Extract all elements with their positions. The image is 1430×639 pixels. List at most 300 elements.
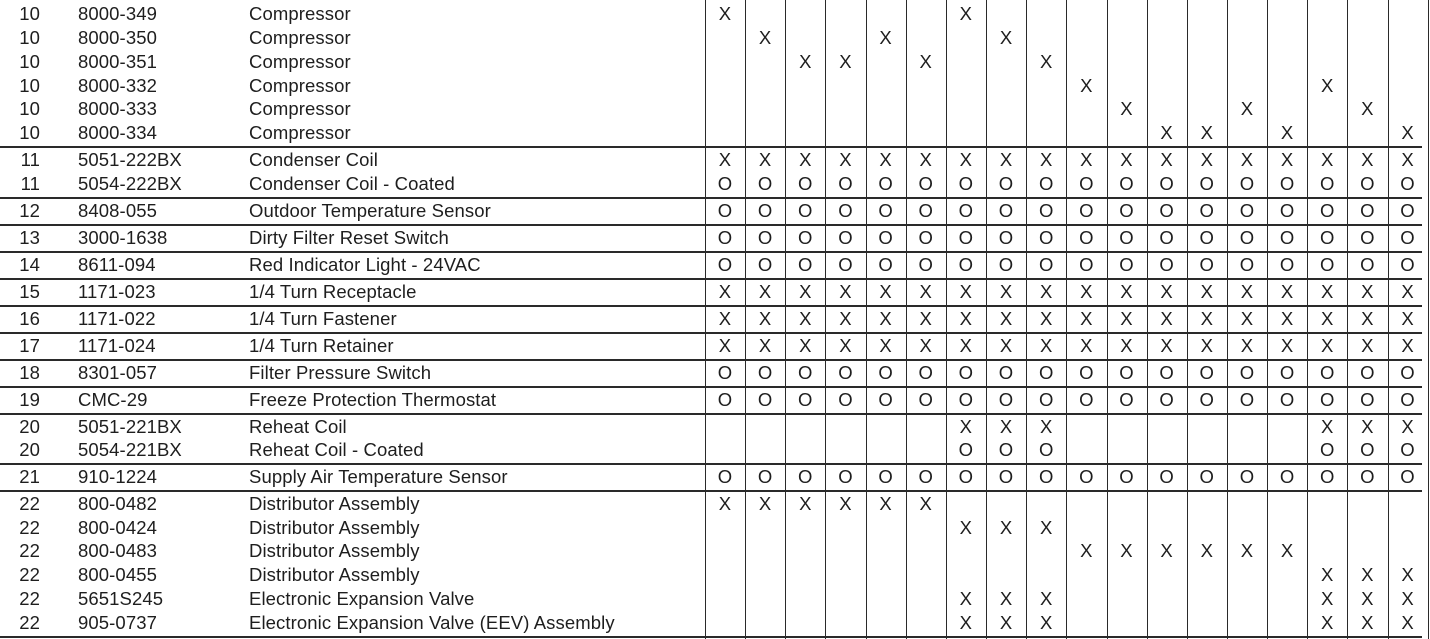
part-number: 5054-221BX [78, 439, 182, 460]
model-mark: X [1039, 281, 1053, 302]
model-mark: O [918, 254, 933, 275]
item-number: 10 [19, 122, 40, 143]
model-mark: X [1080, 281, 1093, 302]
model-mark: X [959, 335, 973, 356]
part-description: 1/4 Turn Receptacle [249, 281, 417, 302]
model-mark: X [1401, 335, 1414, 356]
model-mark: O [878, 254, 893, 275]
part-number: 910-1224 [78, 466, 157, 487]
model-mark: X [999, 517, 1013, 538]
model-mark: X [758, 27, 772, 48]
model-mark: O [1360, 227, 1375, 248]
model-mark: O [1279, 173, 1295, 194]
model-mark: O [1079, 389, 1094, 410]
row-divider [0, 224, 1422, 226]
model-mark: X [919, 281, 932, 302]
model-mark: O [757, 466, 773, 487]
model-mark: O [1360, 362, 1375, 383]
model-mark: X [1160, 308, 1173, 329]
model-mark: O [1159, 362, 1174, 383]
model-mark: O [717, 466, 733, 487]
row-divider [0, 197, 1422, 199]
model-mark: X [1080, 540, 1093, 561]
model-mark: X [1280, 281, 1294, 302]
row-divider [0, 332, 1422, 334]
model-mark: O [1119, 227, 1134, 248]
model-mark: X [1240, 281, 1254, 302]
model-mark: O [1038, 466, 1054, 487]
model-mark: X [1240, 335, 1254, 356]
model-mark: O [838, 227, 853, 248]
part-number: 8611-094 [78, 254, 156, 275]
part-description: Condenser Coil [249, 149, 378, 170]
model-mark: O [1320, 173, 1335, 194]
model-mark: O [998, 362, 1014, 383]
model-mark: X [839, 51, 852, 72]
model-mark: X [1160, 281, 1173, 302]
model-mark: X [799, 335, 812, 356]
model-mark: O [1279, 200, 1295, 221]
item-number: 17 [19, 335, 40, 356]
model-mark: O [1038, 389, 1054, 410]
model-mark: X [1280, 149, 1294, 170]
item-number: 19 [19, 389, 40, 410]
model-mark: O [998, 466, 1014, 487]
model-mark: O [1400, 389, 1415, 410]
model-mark: O [1159, 173, 1174, 194]
item-number: 10 [19, 98, 40, 119]
model-mark: X [799, 308, 812, 329]
item-number: 20 [19, 416, 40, 437]
model-mark: O [1320, 227, 1335, 248]
model-mark: X [1039, 308, 1053, 329]
model-mark: O [717, 389, 733, 410]
model-mark: O [878, 362, 893, 383]
model-mark: O [1400, 466, 1415, 487]
model-mark: O [717, 227, 733, 248]
model-mark: O [958, 254, 974, 275]
model-mark: X [1240, 149, 1254, 170]
model-mark: X [1321, 564, 1334, 585]
model-mark: X [799, 51, 812, 72]
part-description: Compressor [249, 51, 351, 72]
model-mark: X [758, 149, 772, 170]
model-mark: X [1361, 281, 1374, 302]
part-description: Compressor [249, 27, 351, 48]
model-mark: O [757, 173, 773, 194]
model-mark: O [1079, 173, 1094, 194]
model-mark: X [1200, 281, 1214, 302]
model-mark: O [1239, 254, 1255, 275]
model-mark: X [799, 281, 812, 302]
item-number: 10 [19, 27, 40, 48]
model-mark: X [1401, 122, 1414, 143]
model-mark: O [1038, 200, 1054, 221]
model-mark: O [878, 466, 893, 487]
part-description: Dirty Filter Reset Switch [249, 227, 449, 248]
model-mark: O [1400, 362, 1415, 383]
model-mark: O [838, 254, 853, 275]
model-mark: X [718, 493, 732, 514]
part-description: Freeze Protection Thermostat [249, 389, 497, 410]
model-mark: X [1401, 281, 1414, 302]
model-mark: X [919, 308, 932, 329]
model-mark: O [1400, 200, 1415, 221]
row-divider [0, 305, 1422, 307]
model-mark: O [798, 173, 813, 194]
model-mark: O [1360, 439, 1375, 460]
model-mark: O [1239, 389, 1255, 410]
model-mark: O [757, 200, 773, 221]
model-mark: O [1159, 389, 1174, 410]
model-mark: X [1200, 308, 1214, 329]
model-mark: X [959, 416, 973, 437]
model-mark: X [1280, 540, 1294, 561]
model-mark: O [1279, 254, 1295, 275]
model-mark: X [1321, 308, 1334, 329]
part-description: Electronic Expansion Valve (EEV) Assembly [249, 612, 615, 633]
model-mark: X [1080, 308, 1093, 329]
model-mark: O [878, 227, 893, 248]
column-divider [1428, 0, 1429, 639]
row-divider [0, 490, 1422, 492]
part-number: 3000-1638 [78, 227, 168, 248]
part-description: Compressor [249, 122, 351, 143]
model-mark: X [919, 149, 932, 170]
part-number: CMC-29 [78, 389, 148, 410]
model-mark: X [1039, 149, 1053, 170]
part-number: 8000-334 [78, 122, 157, 143]
model-mark: O [1279, 466, 1295, 487]
model-mark: O [1038, 227, 1054, 248]
model-mark: X [1321, 149, 1334, 170]
model-mark: X [999, 335, 1013, 356]
row-divider [0, 413, 1422, 415]
model-mark: O [1360, 254, 1375, 275]
model-mark: X [1080, 149, 1093, 170]
model-mark: X [718, 281, 732, 302]
model-mark: X [1321, 588, 1334, 609]
model-mark: X [1401, 612, 1414, 633]
part-description: 1/4 Turn Fastener [249, 308, 397, 329]
part-description: Compressor [249, 3, 351, 24]
model-mark: O [798, 466, 813, 487]
model-mark: X [1280, 122, 1294, 143]
model-mark: O [798, 389, 813, 410]
model-mark: O [1119, 173, 1134, 194]
part-description: Distributor Assembly [249, 540, 420, 561]
model-mark: X [1321, 281, 1334, 302]
model-mark: X [1160, 149, 1173, 170]
part-number: 800-0482 [78, 493, 157, 514]
model-mark: O [1360, 389, 1375, 410]
part-number: 8408-055 [78, 200, 157, 221]
model-mark: O [958, 439, 974, 460]
model-mark: O [958, 466, 974, 487]
part-number: 8000-332 [78, 75, 157, 96]
model-mark: O [1079, 227, 1094, 248]
model-mark: O [998, 200, 1014, 221]
model-mark: X [999, 27, 1013, 48]
part-number: 800-0483 [78, 540, 157, 561]
model-mark: X [718, 308, 732, 329]
model-mark: O [1159, 254, 1174, 275]
model-mark: O [1159, 200, 1174, 221]
model-mark: X [1120, 335, 1133, 356]
model-mark: O [1360, 466, 1375, 487]
part-number: 8000-350 [78, 27, 157, 48]
part-number: 8000-349 [78, 3, 157, 24]
model-mark: O [757, 254, 773, 275]
part-description: Electronic Expansion Valve [249, 588, 475, 609]
part-description: Outdoor Temperature Sensor [249, 200, 491, 221]
model-mark: X [799, 493, 812, 514]
model-mark: X [999, 588, 1013, 609]
part-description: Distributor Assembly [249, 564, 420, 585]
model-mark: O [1279, 227, 1295, 248]
model-mark: X [1401, 308, 1414, 329]
model-mark: O [1320, 389, 1335, 410]
model-mark: O [998, 389, 1014, 410]
model-mark: O [838, 466, 853, 487]
model-mark: O [838, 173, 853, 194]
model-mark: O [958, 362, 974, 383]
model-mark: O [918, 200, 933, 221]
model-mark: O [1038, 362, 1054, 383]
model-mark: O [918, 173, 933, 194]
model-mark: X [999, 149, 1013, 170]
model-mark: X [1039, 51, 1053, 72]
item-number: 10 [19, 3, 40, 24]
model-mark: O [1360, 200, 1375, 221]
model-mark: O [1199, 254, 1215, 275]
part-description: Compressor [249, 98, 351, 119]
part-number: 8000-333 [78, 98, 157, 119]
model-mark: O [1199, 389, 1215, 410]
model-mark: O [1320, 200, 1335, 221]
model-mark: X [1280, 335, 1294, 356]
item-number: 11 [20, 173, 40, 194]
model-mark: X [959, 3, 973, 24]
row-divider [0, 386, 1422, 388]
model-mark: X [1200, 335, 1214, 356]
model-mark: O [757, 227, 773, 248]
model-mark: O [1320, 254, 1335, 275]
model-mark: X [1120, 149, 1133, 170]
model-mark: X [839, 493, 852, 514]
model-mark: O [1079, 254, 1094, 275]
model-mark: X [718, 149, 732, 170]
model-mark: X [1280, 308, 1294, 329]
part-number: 8000-351 [78, 51, 157, 72]
model-mark: O [1079, 466, 1094, 487]
part-number: 8301-057 [78, 362, 157, 383]
item-number: 12 [19, 200, 40, 221]
model-mark: O [1400, 173, 1415, 194]
model-mark: X [1120, 98, 1133, 119]
model-mark: O [1239, 200, 1255, 221]
item-number: 22 [19, 612, 40, 633]
item-number: 15 [19, 281, 40, 302]
model-mark: O [1079, 362, 1094, 383]
model-mark: O [958, 227, 974, 248]
model-mark: O [878, 173, 893, 194]
model-mark: X [1240, 540, 1254, 561]
model-mark: X [718, 3, 732, 24]
item-number: 10 [19, 75, 40, 96]
model-mark: O [717, 173, 733, 194]
model-mark: X [919, 51, 932, 72]
model-mark: O [1119, 389, 1134, 410]
row-divider [0, 278, 1422, 280]
model-mark: X [839, 308, 852, 329]
model-mark: X [1361, 588, 1374, 609]
model-mark: X [959, 517, 973, 538]
model-mark: O [918, 389, 933, 410]
model-mark: O [958, 173, 974, 194]
part-description: Condenser Coil - Coated [249, 173, 455, 194]
part-number: 1171-022 [78, 308, 156, 329]
part-number: 5051-221BX [78, 416, 182, 437]
model-mark: X [879, 493, 892, 514]
model-mark: X [1361, 416, 1374, 437]
model-mark: O [1239, 466, 1255, 487]
model-mark: O [958, 389, 974, 410]
model-mark: X [1401, 564, 1414, 585]
model-mark: O [717, 254, 733, 275]
model-mark: O [1199, 200, 1215, 221]
model-mark: O [1119, 466, 1134, 487]
model-mark: X [919, 493, 932, 514]
model-mark: O [757, 389, 773, 410]
item-number: 22 [19, 588, 40, 609]
item-number: 22 [19, 493, 40, 514]
model-mark: X [1240, 308, 1254, 329]
row-divider [0, 146, 1422, 148]
part-description: Reheat Coil - Coated [249, 439, 424, 460]
model-mark: X [1160, 122, 1173, 143]
model-mark: O [1320, 466, 1335, 487]
model-mark: O [838, 200, 853, 221]
row-divider [0, 359, 1422, 361]
model-mark: X [1361, 98, 1374, 119]
model-mark: X [879, 27, 892, 48]
model-mark: O [798, 200, 813, 221]
model-mark: X [999, 308, 1013, 329]
model-mark: O [1239, 362, 1255, 383]
part-number: 800-0424 [78, 517, 157, 538]
model-mark: O [918, 466, 933, 487]
model-mark: X [758, 493, 772, 514]
model-mark: X [1401, 149, 1414, 170]
model-mark: X [959, 281, 973, 302]
model-mark: X [839, 281, 852, 302]
model-mark: X [1039, 612, 1053, 633]
item-number: 21 [19, 466, 40, 487]
model-mark: O [1199, 362, 1215, 383]
model-mark: X [1321, 612, 1334, 633]
model-mark: X [1361, 149, 1374, 170]
model-mark: O [1199, 466, 1215, 487]
model-mark: O [1079, 200, 1094, 221]
part-number: 905-0737 [78, 612, 157, 633]
item-number: 14 [19, 254, 40, 275]
model-mark: O [1360, 173, 1375, 194]
part-description: Red Indicator Light - 24VAC [249, 254, 481, 275]
model-mark: X [879, 335, 892, 356]
model-mark: X [919, 335, 932, 356]
model-mark: O [838, 362, 853, 383]
model-mark: X [1200, 122, 1214, 143]
model-mark: X [1039, 517, 1053, 538]
model-mark: O [1400, 227, 1415, 248]
model-mark: X [1160, 335, 1173, 356]
model-mark: O [1400, 439, 1415, 460]
item-number: 13 [19, 227, 40, 248]
model-mark: O [1199, 173, 1215, 194]
part-description: 1/4 Turn Retainer [249, 335, 394, 356]
item-number: 20 [19, 439, 40, 460]
model-mark: O [798, 227, 813, 248]
model-mark: O [998, 227, 1014, 248]
model-mark: X [839, 335, 852, 356]
part-description: Compressor [249, 75, 351, 96]
model-mark: O [838, 389, 853, 410]
model-mark: O [1400, 254, 1415, 275]
model-mark: O [1320, 439, 1335, 460]
model-mark: X [1401, 416, 1414, 437]
model-mark: O [1119, 200, 1134, 221]
model-mark: X [1321, 75, 1334, 96]
model-mark: O [757, 362, 773, 383]
model-mark: X [1401, 588, 1414, 609]
model-mark: O [1199, 227, 1215, 248]
model-mark: X [1120, 281, 1133, 302]
model-mark: O [878, 389, 893, 410]
model-mark: O [918, 362, 933, 383]
model-mark: O [1038, 439, 1054, 460]
row-divider [0, 463, 1422, 465]
model-mark: O [1038, 254, 1054, 275]
item-number: 22 [19, 564, 40, 585]
model-mark: X [1321, 416, 1334, 437]
model-mark: O [798, 254, 813, 275]
part-number: 5054-222BX [78, 173, 182, 194]
model-mark: X [758, 308, 772, 329]
model-mark: O [1119, 362, 1134, 383]
model-mark: X [1361, 564, 1374, 585]
model-mark: O [1159, 466, 1174, 487]
model-mark: O [1239, 227, 1255, 248]
model-mark: X [758, 281, 772, 302]
part-description: Reheat Coil [249, 416, 347, 437]
model-mark: X [1039, 416, 1053, 437]
model-mark: X [1240, 98, 1254, 119]
model-mark: X [999, 612, 1013, 633]
model-mark: X [959, 612, 973, 633]
model-mark: O [918, 227, 933, 248]
model-mark: X [879, 149, 892, 170]
model-mark: X [1361, 335, 1374, 356]
model-mark: X [1160, 540, 1173, 561]
part-description: Distributor Assembly [249, 517, 420, 538]
model-mark: X [1039, 588, 1053, 609]
model-mark: X [1200, 540, 1214, 561]
model-mark: X [1120, 540, 1133, 561]
model-mark: X [1321, 335, 1334, 356]
model-mark: X [799, 149, 812, 170]
model-mark: X [839, 149, 852, 170]
